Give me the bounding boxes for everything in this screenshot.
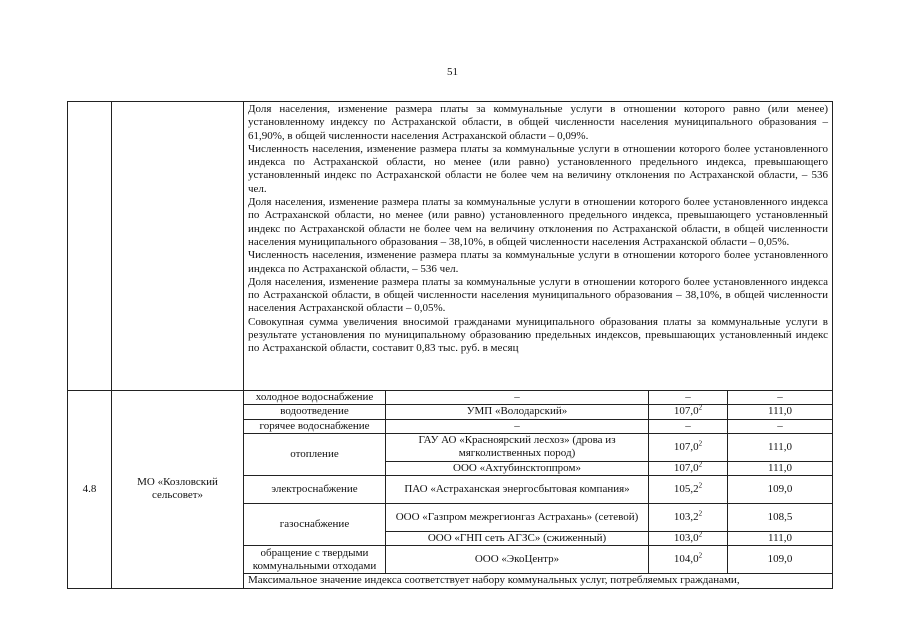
provider-name: ООО «Ахтубинсктоппром» <box>386 461 649 475</box>
service-name: электроснабжение <box>244 476 386 504</box>
index-value: – <box>649 391 728 405</box>
footer-note: Максимальное значение индекса соответствует набору коммунальных услуг, потребляемых гражданами, <box>244 574 833 588</box>
table-row <box>68 391 833 405</box>
index-value: 103,0$^2$ <box>649 532 728 546</box>
note-paragraph: Численность населения, изменение размера платы за коммунальные услуги в отношении которого более установленного индекса по Астраханской области, но менее (или равно) установленного предельного индекса, превышающего установленный индекс по Астраханской области не более чем на величину отклонения по Астраханской области, – 536 чел. <box>248 142 828 195</box>
entity-name: МО «Козловский сельсовет» <box>112 391 244 589</box>
index-value: 104,0$^2$ <box>649 546 728 574</box>
provider-name: – <box>386 419 649 433</box>
limit-value: – <box>728 419 833 433</box>
limit-value: 111,0 <box>728 461 833 475</box>
provider-name: ООО «ЭкоЦентр» <box>386 546 649 574</box>
limit-value: 111,0 <box>728 532 833 546</box>
index-value: 105,2$^2$ <box>649 476 728 504</box>
page-number: 51 <box>447 66 458 78</box>
index-value: 107,0$^2$ <box>649 405 728 419</box>
provider-name: ООО «ГНП сеть АГЗС» (сжиженный) <box>386 532 649 546</box>
service-name: горячее водоснабжение <box>244 419 386 433</box>
note-paragraph: Совокупная сумма увеличения вносимой гражданами муниципального образования платы за коммунальные услуги в результате установления по муниципальному образованию предельных индексов, превышающих установленный индекс по Астраханской области, составит 0,83 тыс. руб. в месяц <box>248 315 828 355</box>
limit-value: 111,0 <box>728 405 833 419</box>
entity-number: 4.8 <box>68 391 112 589</box>
service-name: обращение с твердыми коммунальными отходами <box>244 546 386 574</box>
service-name: отопление <box>244 433 386 475</box>
notes-row <box>68 102 833 391</box>
provider-name: ГАУ АО «Красноярский лесхоз» (дрова из мягколиственных пород) <box>386 433 649 461</box>
index-value: 107,0$^2$ <box>649 461 728 475</box>
provider-name: ООО «Газпром межрегионгаз Астрахань» (сетевой) <box>386 504 649 532</box>
service-name: газоснабжение <box>244 504 386 546</box>
number-cell-empty <box>68 102 112 391</box>
index-value: 103,2$^2$ <box>649 504 728 532</box>
provider-name: УМП «Володарский» <box>386 405 649 419</box>
entity-cell-empty <box>112 102 244 391</box>
limit-value: 109,0 <box>728 546 833 574</box>
utility-tariff-table <box>67 101 833 589</box>
limit-value: – <box>728 391 833 405</box>
note-paragraph: Численность населения, изменение размера платы за коммунальные услуги в отношении которого более установленного индекса по Астраханской области, – 536 чел. <box>248 249 828 275</box>
note-paragraph: Доля населения, изменение размера платы за коммунальные услуги в отношении которого более установленного индекса по Астраханской области, но менее (или равно) установленного предельного индекса, превышающего установленный индекс по Астраханской области не более чем на величину отклонения по Астраханской области, в общей численности населения муниципального образования – 38,10%, в общей численности населения Астраханской области – 0,05%. <box>248 196 828 248</box>
notes-cell <box>244 102 833 391</box>
index-value: 107,0$^2$ <box>649 433 728 461</box>
note-paragraph: Доля населения, изменение размера платы за коммунальные услуги в отношении которого более установленного индекса по Астраханской области, в общей численности населения муниципального образования – 38,10%, в общей численности населения Астраханской области – 0,05%. <box>248 275 828 315</box>
service-name: водоотведение <box>244 405 386 419</box>
index-value: – <box>649 419 728 433</box>
limit-value: 109,0 <box>728 476 833 504</box>
provider-name: – <box>386 391 649 405</box>
provider-name: ПАО «Астраханская энергосбытовая компания» <box>386 476 649 504</box>
note-paragraph: Доля населения, изменение размера платы за коммунальные услуги в отношении которого равно (или менее) установленному индексу по Астраханской области, в общей численности населения муниципального образования – 61,90%, в общей численности населения Астраханской области – 0,09%. <box>248 103 828 142</box>
service-name: холодное водоснабжение <box>244 391 386 405</box>
limit-value: 108,5 <box>728 504 833 532</box>
limit-value: 111,0 <box>728 433 833 461</box>
